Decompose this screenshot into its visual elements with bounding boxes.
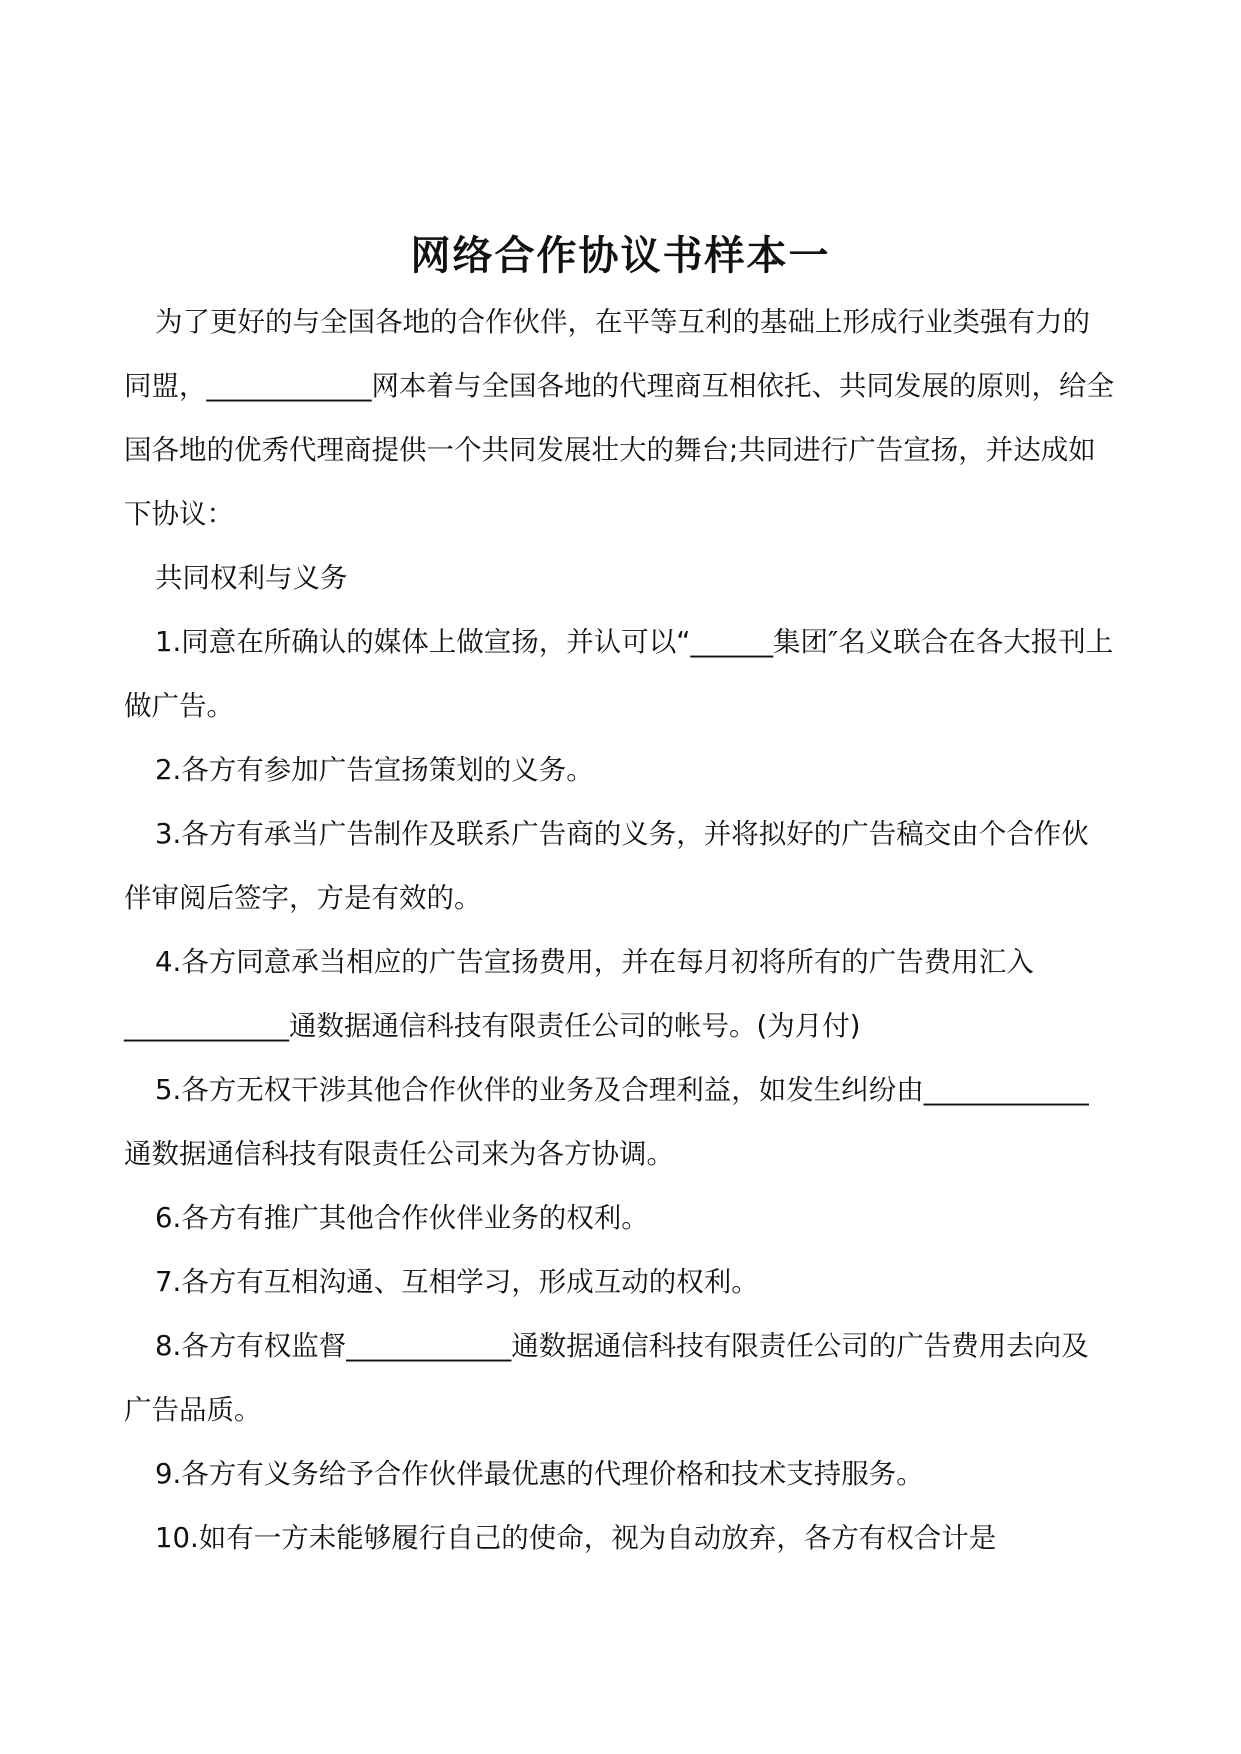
clause-3: 3.各方有承当广告制作及联系广告商的义务，并将拟好的广告稿交由个合作伙伴审阅后签字，方是有效的。: [124, 818, 1089, 914]
clause-5: 5.各方无权干涉其他合作伙伴的业务及合理利益，如发生纠纷由____________通数据通信科技有限责任公司来为各方协调。: [124, 1074, 1089, 1170]
clause-10: 10.如有一方未能够履行自己的使命，视为自动放弃，各方有权合计是: [155, 1522, 997, 1554]
document-title: 网络合作协议书样本一: [410, 232, 831, 279]
clause-9: 9.各方有义务给予合作伙伴最优惠的代理价格和技术支持服务。: [155, 1458, 924, 1490]
intro-paragraph: 为了更好的与全国各地的合作伙伴，在平等互利的基础上形成行业类强有力的同盟，____________网本着与全国各地的代理商互相依托、共同发展的原则，给全国各地的优秀代理商提供一个共同发展壮大的舞台;共同进行广告宣扬，并达成如下协议：: [124, 306, 1114, 530]
clause-6: 6.各方有推广其他合作伙伴业务的权利。: [155, 1202, 649, 1234]
clause-8: 8.各方有权监督____________通数据通信科技有限责任公司的广告费用去向及广告品质。: [124, 1330, 1089, 1426]
section-heading: 共同权利与义务: [155, 562, 348, 594]
document-body: [124, 290, 1114, 1570]
clause-2: 2.各方有参加广告宣扬策划的义务。: [155, 754, 594, 786]
clause-1: 1.同意在所确认的媒体上做宣扬，并认可以“______集团″名义联合在各大报刊上做广告。: [124, 626, 1114, 722]
clause-4: 4.各方同意承当相应的广告宣扬费用，并在每月初将所有的广告费用汇入____________通数据通信科技有限责任公司的帐号。(为月付): [124, 946, 1034, 1042]
clause-7: 7.各方有互相沟通、互相学习，形成互动的权利。: [155, 1266, 759, 1298]
